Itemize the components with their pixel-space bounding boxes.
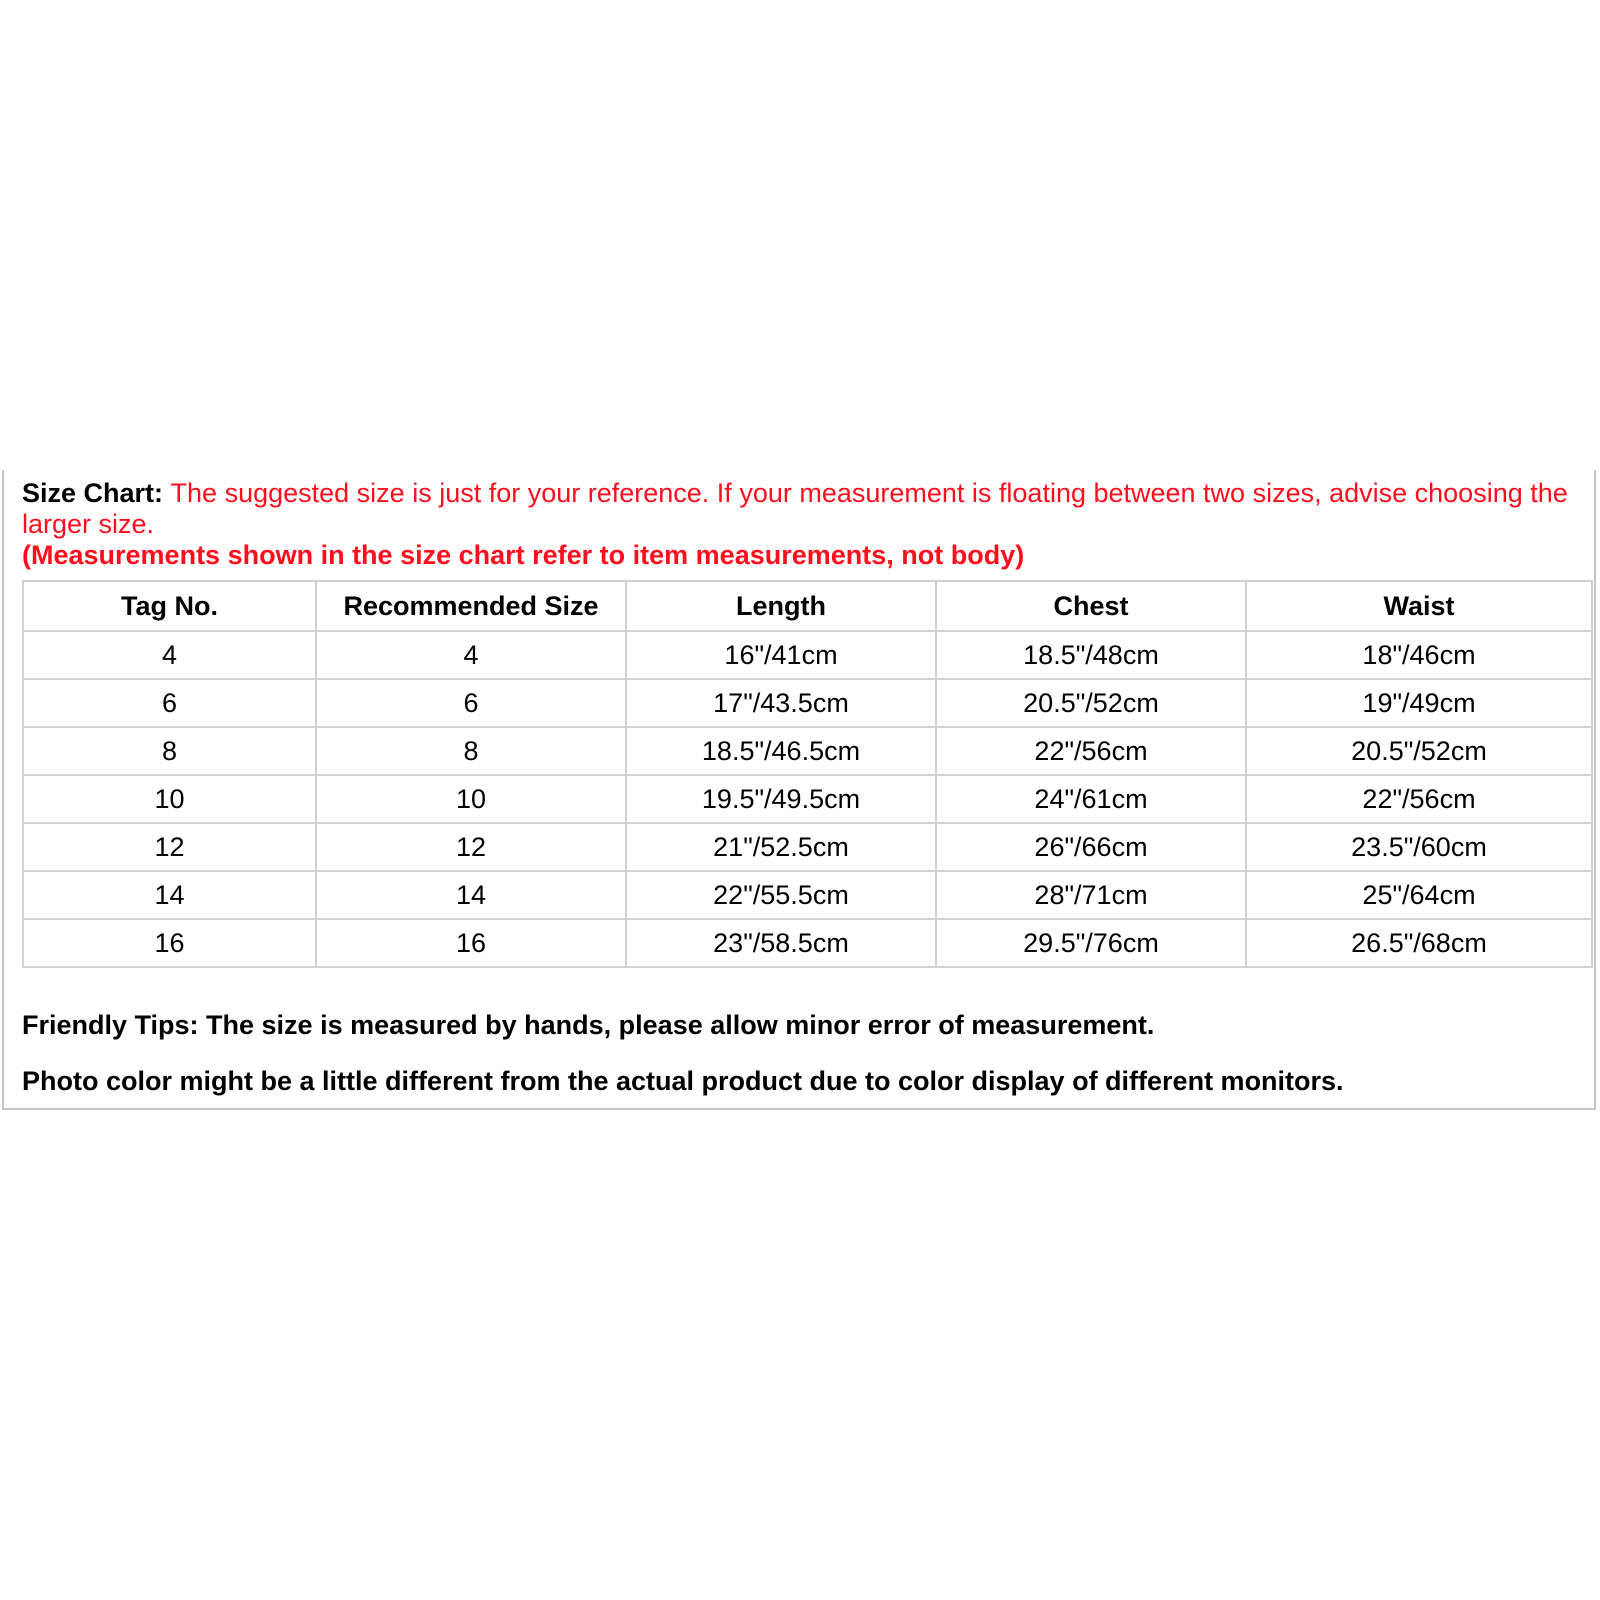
table-cell: 18.5"/48cm: [936, 631, 1246, 679]
measurement-note: (Measurements shown in the size chart refer to item measurements, not body): [22, 540, 1025, 570]
header-cell: Tag No.: [23, 581, 316, 631]
table-cell: 8: [23, 727, 316, 775]
table-cell: 16: [316, 919, 626, 967]
table-row: [23, 823, 1592, 871]
size-chart-panel: [2, 470, 1596, 1110]
table-header-row: [23, 581, 1592, 631]
header-cell: Length: [626, 581, 936, 631]
table-cell: 12: [316, 823, 626, 871]
table-row: [23, 871, 1592, 919]
size-chart-label: Size Chart: [22, 478, 155, 508]
table-cell: 16"/41cm: [626, 631, 936, 679]
friendly-tips-text: Friendly Tips: The size is measured by hands, please allow minor error of measurement.: [22, 1010, 1155, 1040]
label-separator: :: [154, 478, 171, 508]
photo-color-note: Photo color might be a little different from the actual product due to color display of different monitors.: [22, 1066, 1344, 1096]
table-cell: 6: [23, 679, 316, 727]
table-cell: 28"/71cm: [936, 871, 1246, 919]
table-cell: 21"/52.5cm: [626, 823, 936, 871]
table-cell: 22"/56cm: [936, 727, 1246, 775]
table-cell: 26"/66cm: [936, 823, 1246, 871]
table-cell: 26.5"/68cm: [1246, 919, 1592, 967]
table-cell: 20.5"/52cm: [1246, 727, 1592, 775]
table-cell: 8: [316, 727, 626, 775]
table-cell: 19.5"/49.5cm: [626, 775, 936, 823]
table-row: [23, 679, 1592, 727]
table-cell: 17"/43.5cm: [626, 679, 936, 727]
table-cell: 14: [316, 871, 626, 919]
table-cell: 16: [23, 919, 316, 967]
table-cell: 10: [23, 775, 316, 823]
table-cell: 22"/56cm: [1246, 775, 1592, 823]
table-row: [23, 919, 1592, 967]
table-cell: 12: [23, 823, 316, 871]
table-cell: 18.5"/46.5cm: [626, 727, 936, 775]
table-row: [23, 727, 1592, 775]
table-cell: 18"/46cm: [1246, 631, 1592, 679]
size-suggestion-note: The suggested size is just for your reference. If your measurement is floating between two sizes, advise choosing the larger size.: [22, 478, 1568, 539]
header-cell: Recommended Size: [316, 581, 626, 631]
table-cell: 4: [316, 631, 626, 679]
header-cell: Chest: [936, 581, 1246, 631]
table-cell: 19"/49cm: [1246, 679, 1592, 727]
table-row: [23, 631, 1592, 679]
table-cell: 23"/58.5cm: [626, 919, 936, 967]
table-cell: 6: [316, 679, 626, 727]
table-cell: 4: [23, 631, 316, 679]
table-row: [23, 775, 1592, 823]
size-table: [22, 580, 1593, 968]
intro-paragraph: [22, 478, 1578, 540]
table-cell: 23.5"/60cm: [1246, 823, 1592, 871]
table-cell: 25"/64cm: [1246, 871, 1592, 919]
table-cell: 20.5"/52cm: [936, 679, 1246, 727]
table-cell: 14: [23, 871, 316, 919]
table-cell: 10: [316, 775, 626, 823]
header-cell: Waist: [1246, 581, 1592, 631]
table-cell: 29.5"/76cm: [936, 919, 1246, 967]
table-cell: 22"/55.5cm: [626, 871, 936, 919]
table-cell: 24"/61cm: [936, 775, 1246, 823]
